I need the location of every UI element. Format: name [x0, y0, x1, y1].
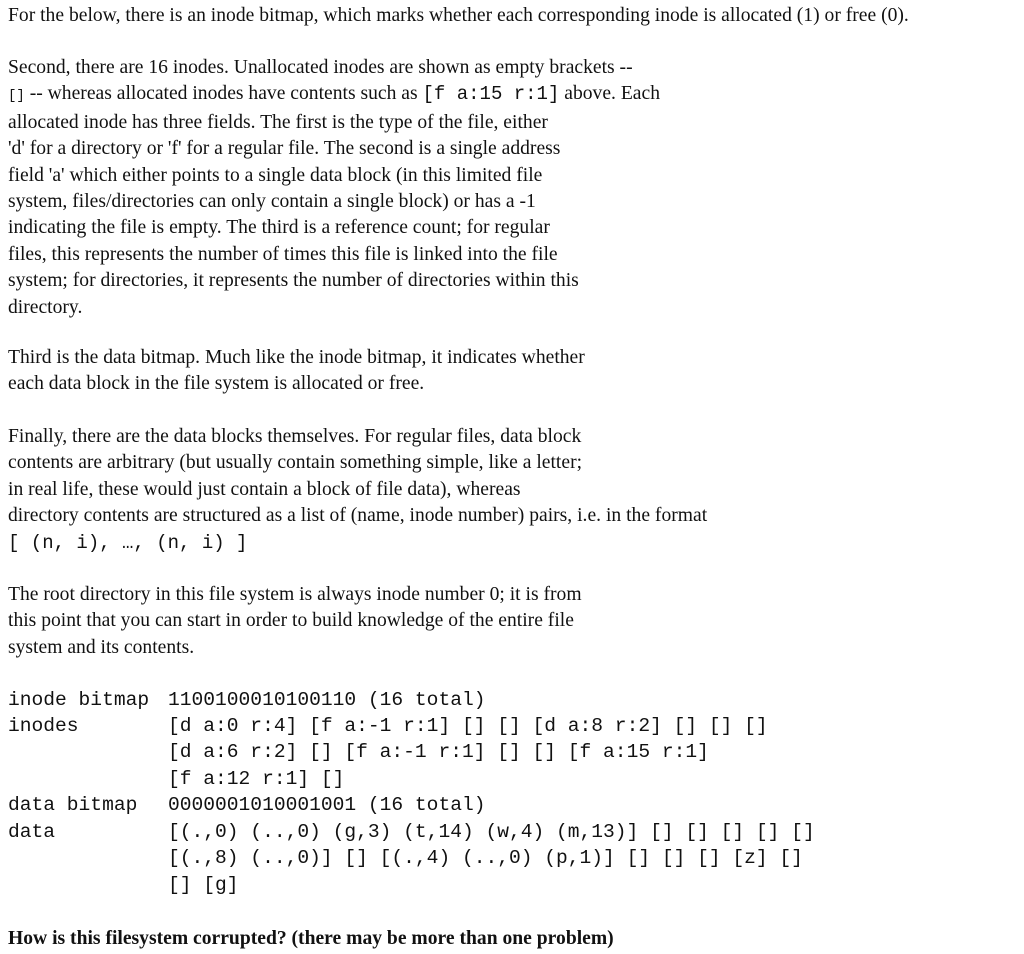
inode-bitmap-value: 1100100010100110 (16 total) [168, 689, 486, 711]
inode-bitmap-row [8, 687, 485, 713]
data-bitmap-label: data bitmap [8, 794, 138, 816]
data-blocks-text-line: Finally, there are the data blocks themselves. For regular files, data block [8, 426, 582, 447]
inodes-text-line: files, this represents the number of times this file is linked into the file [8, 243, 558, 265]
data-blocks-text-line: contents are arbitrary (but usually contain something simple, like a letter; [8, 452, 583, 474]
inodes-row-continued [8, 766, 344, 792]
inodes-text-line: system; for directories, it represents the number of directories within this [8, 270, 579, 292]
data-row [8, 819, 815, 845]
inodes-label: inodes [8, 715, 79, 737]
inodes-text-line: allocated inode has three fields. The first is the type of the file, either [8, 111, 548, 133]
inodes-line: [f a:12 r:1] [] [168, 768, 345, 790]
inode-bitmap-label: inode bitmap [8, 689, 150, 711]
data-bitmap-row [8, 792, 485, 818]
data-bitmap-text-line: each data block in the file system is allocated or free. [8, 373, 425, 395]
root-directory-paragraph [8, 582, 582, 661]
directory-format-code: [ (n, i), …, (n, i) ] [8, 531, 248, 554]
inodes-row-continued [8, 739, 709, 765]
data-bitmap-text-line: Third is the data bitmap. Much like the inode bitmap, it indicates whether [8, 347, 585, 368]
data-line: [(.,0) (..,0) (g,3) (t,14) (w,4) (m,13)] [] [] [] [] [] [168, 821, 815, 843]
inodes-line: [d a:0 r:4] [f a:-1 r:1] [] [] [d a:8 r:2] [] [] [] [168, 715, 768, 737]
data-blocks-text-line: directory contents are structured as a list of (name, inode number) pairs, i.e. in the format [8, 505, 708, 527]
data-line: [] [g] [168, 874, 239, 896]
root-text-line: system and its contents. [8, 636, 195, 658]
root-text-line: The root directory in this file system is always inode number 0; it is from [8, 584, 582, 605]
empty-brackets-code: [] [8, 88, 25, 105]
intro-paragraph: For the below, there is an inode bitmap, which marks whether each corresponding inode is allocated (1) or free (0). [8, 5, 909, 26]
inodes-line: [d a:6 r:2] [] [f a:-1 r:1] [] [] [f a:15 r:1] [168, 741, 709, 763]
inodes-text-line: field 'a' which either points to a single data block (in this limited file [8, 164, 543, 186]
data-row-continued [8, 845, 803, 871]
inodes-text-line: directory. [8, 296, 83, 318]
question-text: How is this filesystem corrupted? (there may be more than one problem) [8, 928, 614, 949]
inodes-text-line: 'd' for a directory or 'f' for a regular file. The second is a single address [8, 138, 561, 160]
inodes-text-3: above. Each [559, 83, 660, 105]
data-row-continued [8, 872, 239, 898]
inodes-text-line: indicating the file is empty. The third is a reference count; for regular [8, 217, 550, 239]
inode-example-code: [f a:15 r:1] [422, 83, 560, 106]
inodes-intro-text: Second, there are 16 inodes. Unallocated inodes are shown as empty brackets -- [8, 57, 633, 78]
data-label: data [8, 821, 56, 843]
inodes-row [8, 713, 768, 739]
data-blocks-text-line: in real life, these would just contain a block of file data), whereas [8, 478, 521, 500]
root-text-line: this point that you can start in order to build knowledge of the entire file [8, 610, 574, 632]
inodes-text-2: -- whereas allocated inodes have contents such as [24, 83, 423, 105]
data-line: [(.,8) (..,0)] [] [(.,4) (..,0) (p,1)] [] [] [] [z] [] [168, 847, 803, 869]
data-blocks-description-paragraph [8, 424, 707, 556]
inodes-description-paragraph [8, 55, 660, 321]
inodes-text-line: system, files/directories can only contain a single block) or has a -1 [8, 191, 536, 213]
data-bitmap-description-paragraph [8, 345, 585, 398]
data-bitmap-value: 0000001010001001 (16 total) [168, 794, 486, 816]
